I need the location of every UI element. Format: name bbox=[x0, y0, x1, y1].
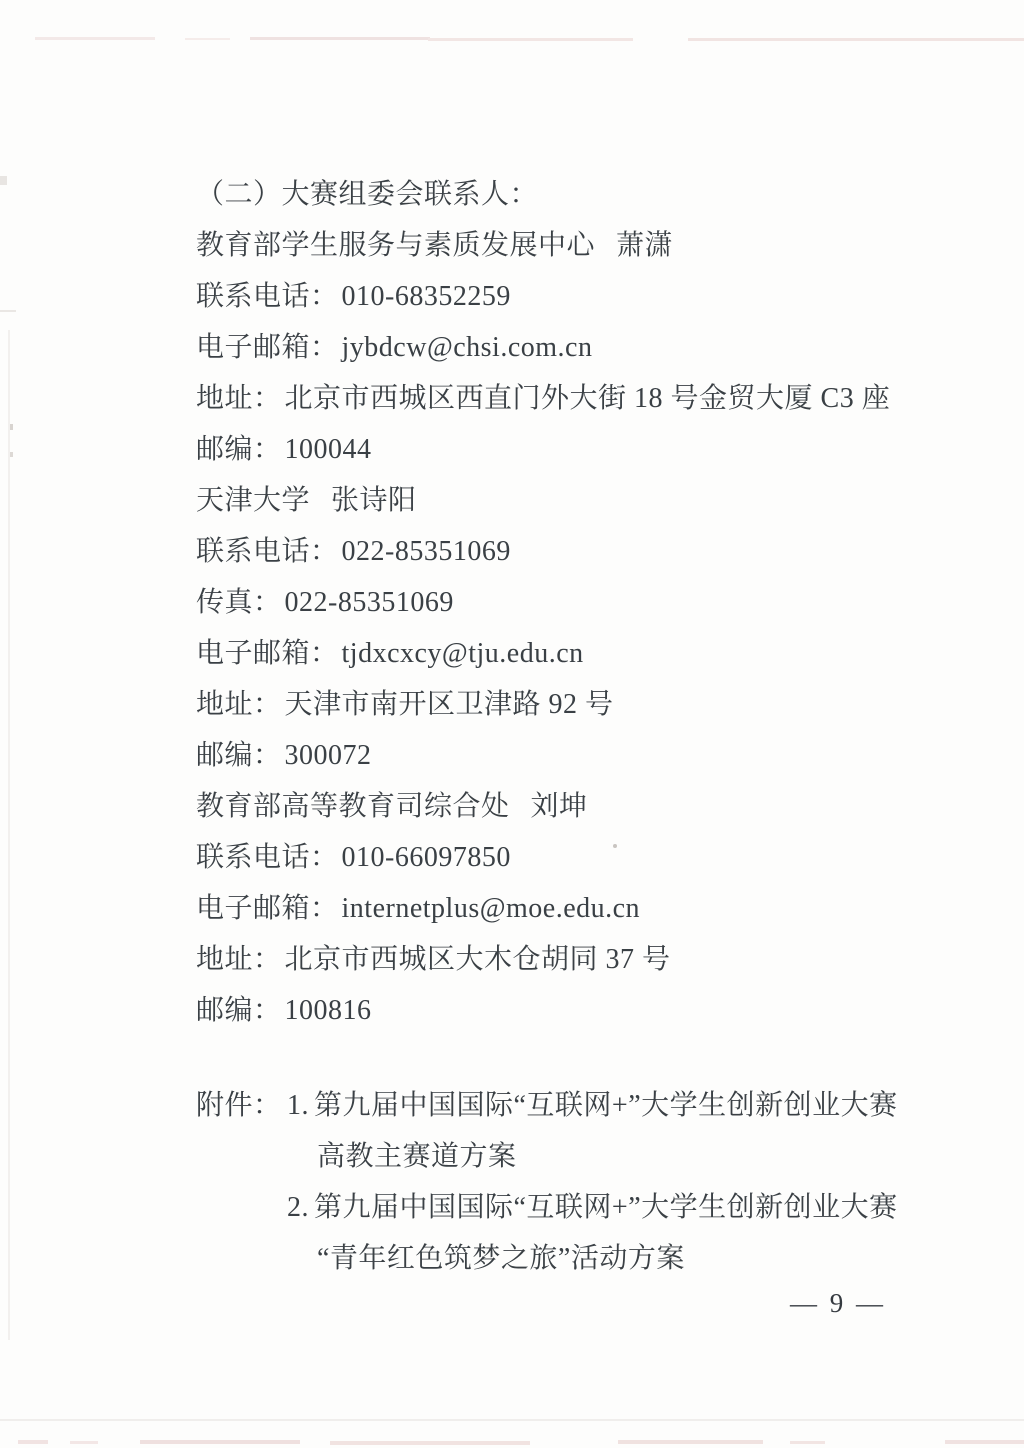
contact-1-email-line bbox=[196, 322, 936, 373]
contact-3-org-line bbox=[196, 781, 936, 832]
attachment-2-title: 第九届中国国际“互联网+”大学生创新创业大赛 bbox=[314, 1192, 898, 1223]
scan-artifact-bottom-dash bbox=[330, 1441, 530, 1445]
contact-2-postcode-line bbox=[196, 730, 936, 781]
field-label: 联系电话： bbox=[196, 842, 339, 873]
attachment-1-title: 第九届中国国际“互联网+”大学生创新创业大赛 bbox=[314, 1090, 898, 1121]
blank-gap bbox=[196, 1036, 936, 1080]
field-label: 电子邮箱： bbox=[196, 893, 339, 924]
field-label: 邮编： bbox=[196, 434, 282, 465]
field-value: 100044 bbox=[284, 434, 372, 465]
field-label: 电子邮箱： bbox=[196, 332, 339, 363]
attachment-2-title-line bbox=[196, 1182, 936, 1233]
document-body bbox=[196, 169, 936, 1284]
contact-2-address-line bbox=[196, 679, 936, 730]
field-value: tjdxcxcy@tju.edu.cn bbox=[341, 638, 584, 669]
contact-1-address-line bbox=[196, 373, 936, 424]
field-label: 传真： bbox=[196, 587, 282, 618]
contact-2-email-line bbox=[196, 628, 936, 679]
page-number: — 9 — bbox=[790, 1288, 886, 1318]
scan-artifact-speck bbox=[0, 310, 16, 312]
scan-artifact-left-edge bbox=[8, 330, 10, 1340]
field-value: 300072 bbox=[284, 740, 372, 771]
field-value: jybdcw@chsi.com.cn bbox=[341, 332, 593, 363]
attachment-1-subtitle-line: 高教主赛道方案 bbox=[317, 1141, 517, 1172]
scan-artifact-bottom-dash bbox=[945, 1440, 1024, 1444]
contact-3-org: 教育部高等教育司综合处 bbox=[196, 791, 510, 822]
attachment-2-number: 2. bbox=[287, 1192, 309, 1223]
field-value: internetplus@moe.edu.cn bbox=[341, 893, 641, 924]
scan-artifact-bottom-dash bbox=[618, 1440, 763, 1444]
field-label: 地址： bbox=[196, 689, 282, 720]
scan-artifact-top-line bbox=[35, 37, 155, 40]
attachment-1-number: 1. bbox=[287, 1090, 309, 1121]
scan-artifact-bottom-dash bbox=[790, 1441, 825, 1444]
contact-2-org: 天津大学 bbox=[196, 485, 311, 516]
attachment-2-subtitle-line: “青年红色筑梦之旅”活动方案 bbox=[317, 1243, 685, 1274]
field-label: 联系电话： bbox=[196, 536, 339, 567]
contact-3-postcode-line bbox=[196, 985, 936, 1036]
field-value: 010-68352259 bbox=[341, 281, 511, 312]
scan-artifact-top-line bbox=[185, 38, 230, 40]
field-label: 邮编： bbox=[196, 740, 282, 771]
contact-3-email-line bbox=[196, 883, 936, 934]
contact-1-org: 教育部学生服务与素质发展中心 bbox=[196, 230, 596, 261]
scan-artifact-speck bbox=[0, 176, 7, 185]
scan-artifact-bottom-dash bbox=[140, 1440, 300, 1444]
scan-artifact-bottom-line bbox=[0, 1419, 1024, 1421]
scan-artifact-top-line bbox=[428, 38, 633, 41]
field-value: 北京市西城区大木仓胡同 37 号 bbox=[284, 944, 671, 975]
field-value: 010-66097850 bbox=[341, 842, 511, 873]
field-value: 100816 bbox=[284, 995, 372, 1026]
contact-1-postcode-line bbox=[196, 424, 936, 475]
field-label: 联系电话： bbox=[196, 281, 339, 312]
field-label: 邮编： bbox=[196, 995, 282, 1026]
contact-2-phone-line bbox=[196, 526, 936, 577]
contact-1-phone-line bbox=[196, 271, 936, 322]
field-label: 地址： bbox=[196, 383, 282, 414]
field-label: 地址： bbox=[196, 944, 282, 975]
contact-2-person: 张诗阳 bbox=[331, 485, 417, 516]
field-value: 天津市南开区卫津路 92 号 bbox=[284, 689, 614, 720]
section-heading: （二）大赛组委会联系人： bbox=[196, 179, 539, 210]
scan-artifact-bottom-dash bbox=[18, 1440, 48, 1444]
scan-artifact-top-line bbox=[688, 38, 1024, 41]
contact-3-address-line bbox=[196, 934, 936, 985]
field-label: 电子邮箱： bbox=[196, 638, 339, 669]
contact-1-person: 萧潇 bbox=[616, 230, 674, 261]
contact-2-org-line bbox=[196, 475, 936, 526]
contact-3-person: 刘坤 bbox=[530, 791, 588, 822]
scan-artifact-top-line bbox=[250, 37, 430, 40]
scan-artifact-speck bbox=[10, 452, 13, 457]
attachments-label: 附件： bbox=[196, 1090, 282, 1121]
contact-3-phone-line bbox=[196, 832, 936, 883]
scan-artifact-bottom-dash bbox=[70, 1441, 98, 1444]
contact-2-fax-line bbox=[196, 577, 936, 628]
attachment-1-title-line bbox=[196, 1080, 936, 1131]
field-value: 022-85351069 bbox=[284, 587, 454, 618]
scan-artifact-speck bbox=[10, 424, 13, 430]
contact-1-org-line bbox=[196, 220, 936, 271]
field-value: 022-85351069 bbox=[341, 536, 511, 567]
field-value: 北京市西城区西直门外大街 18 号金贸大厦 C3 座 bbox=[284, 383, 891, 414]
